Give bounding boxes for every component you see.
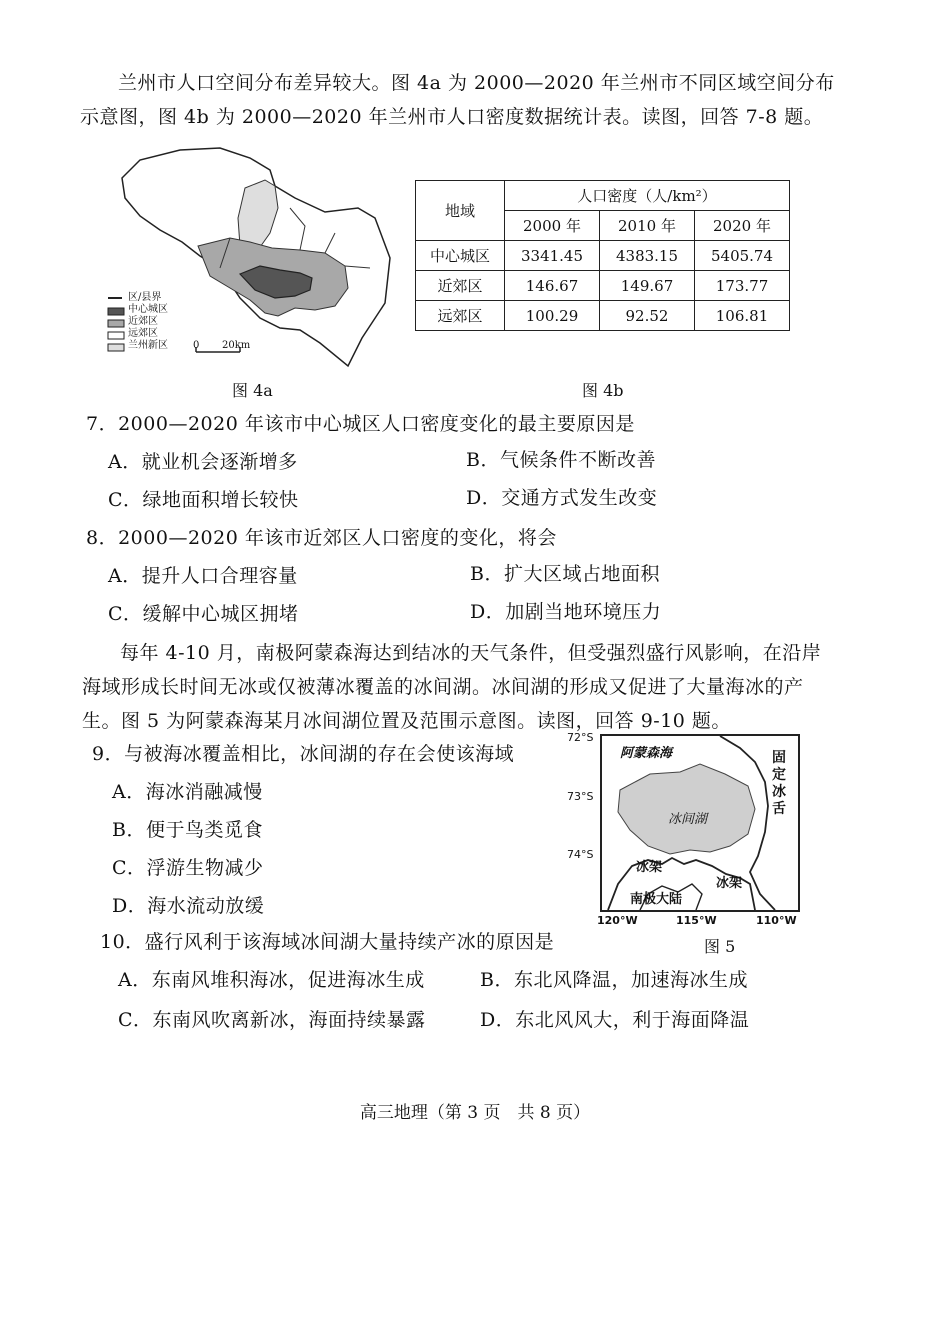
cell-value: 100.29 bbox=[505, 301, 600, 331]
cell-value: 4383.15 bbox=[600, 241, 695, 271]
q10-stem: 10．盛行风利于该海域冰间湖大量持续产冰的原因是 bbox=[100, 931, 555, 953]
lat-73: 73°S bbox=[567, 790, 594, 803]
table-row bbox=[416, 241, 790, 271]
lat-72: 72°S bbox=[567, 731, 594, 744]
q7-stem: 7．2000—2020 年该市中心城区人口密度变化的最主要原因是 bbox=[86, 413, 635, 435]
q9-option-b[interactable]: B．便于鸟类觅食 bbox=[112, 819, 263, 841]
fig4a-legend bbox=[128, 292, 168, 352]
lon-120: 120°W bbox=[597, 914, 638, 927]
legend-far-swatch bbox=[108, 332, 124, 339]
legend-new-swatch bbox=[108, 344, 124, 351]
cell-value: 5405.74 bbox=[695, 241, 790, 271]
cell-value: 173.77 bbox=[695, 271, 790, 301]
legend-item-boundary: 区/县界 bbox=[128, 292, 162, 303]
q7-option-a[interactable]: A．就业机会逐渐增多 bbox=[108, 451, 298, 473]
table-row bbox=[416, 271, 790, 301]
fig4a-caption: 图 4a bbox=[232, 381, 273, 400]
cell-value: 106.81 bbox=[695, 301, 790, 331]
scale-zero: 0 bbox=[193, 340, 200, 351]
cell-value: 3341.45 bbox=[505, 241, 600, 271]
q9-option-a[interactable]: A．海冰消融减慢 bbox=[112, 781, 263, 803]
legend-item-center: 中心城区 bbox=[128, 304, 168, 315]
q7-option-b[interactable]: B．气候条件不断改善 bbox=[466, 449, 656, 471]
legend-center-swatch bbox=[108, 308, 124, 315]
intro2-line3: 生。图 5 为阿蒙森海某月冰间湖位置及范围示意图。读图，回答 9-10 题。 bbox=[82, 710, 731, 732]
lat-74: 74°S bbox=[567, 848, 594, 861]
cell-value: 149.67 bbox=[600, 271, 695, 301]
q10-option-b[interactable]: B．东北风降温，加速海冰生成 bbox=[480, 969, 748, 991]
table-year-2000: 2000 年 bbox=[505, 211, 600, 241]
figure-4b-table bbox=[415, 180, 790, 331]
page-footer: 高三地理（第 3 页 共 8 页） bbox=[359, 1103, 591, 1123]
legend-item-new: 兰州新区 bbox=[128, 340, 168, 351]
table-year-2020: 2020 年 bbox=[695, 211, 790, 241]
row-label: 近郊区 bbox=[416, 271, 505, 301]
lon-115: 115°W bbox=[676, 914, 717, 927]
lon-110: 110°W bbox=[756, 914, 797, 927]
intro1-line2: 示意图，图 4b 为 2000—2020 年兰州市人口密度数据统计表。读图，回答 7-8 题。 bbox=[80, 106, 824, 128]
q10-option-d[interactable]: D．东北风风大，利于海面降温 bbox=[480, 1009, 750, 1031]
cell-value: 92.52 bbox=[600, 301, 695, 331]
q8-stem: 8．2000—2020 年该市近郊区人口密度的变化，将会 bbox=[86, 527, 557, 549]
q7-option-d[interactable]: D．交通方式发生改变 bbox=[466, 487, 658, 509]
table-row bbox=[416, 301, 790, 331]
legend-item-near: 近郊区 bbox=[128, 316, 158, 327]
fast-ice-label: 固 定 冰 舌 bbox=[772, 750, 786, 817]
q10-option-a[interactable]: A．东南风堆积海冰，促进海冰生成 bbox=[118, 969, 425, 991]
q8-option-d[interactable]: D．加剧当地环境压力 bbox=[470, 601, 662, 623]
polynya-label: 冰间湖 bbox=[668, 812, 708, 827]
q10-option-c[interactable]: C．东南风吹离新冰，海面持续暴露 bbox=[118, 1009, 426, 1031]
row-label: 中心城区 bbox=[416, 241, 505, 271]
intro2-line2: 海域形成长时间无冰或仅被薄冰覆盖的冰间湖。冰间湖的形成又促进了大量海冰的产 bbox=[82, 676, 804, 698]
table-header-region: 地域 bbox=[416, 181, 505, 241]
legend-near-swatch bbox=[108, 320, 124, 327]
ice-shelf-label-2: 冰架 bbox=[716, 876, 743, 891]
q8-option-b[interactable]: B．扩大区域占地面积 bbox=[470, 563, 660, 585]
row-label: 远郊区 bbox=[416, 301, 505, 331]
fig4b-caption: 图 4b bbox=[582, 381, 624, 400]
cell-value: 146.67 bbox=[505, 271, 600, 301]
table-header-density: 人口密度（人/km²） bbox=[505, 181, 790, 211]
scale-label: 20km bbox=[222, 340, 251, 351]
table-year-2010: 2010 年 bbox=[600, 211, 695, 241]
ice-shelf-label-1: 冰架 bbox=[636, 860, 663, 875]
sea-label: 阿蒙森海 bbox=[620, 746, 673, 761]
q9-option-d[interactable]: D．海水流动放缓 bbox=[112, 895, 265, 917]
q9-stem: 9．与被海冰覆盖相比，冰间湖的存在会使该海域 bbox=[92, 743, 515, 765]
continent-label: 南极大陆 bbox=[630, 892, 683, 907]
q7-option-c[interactable]: C．绿地面积增长较快 bbox=[108, 489, 299, 511]
fig5-caption: 图 5 bbox=[704, 937, 736, 956]
intro2-line1: 每年 4-10 月，南极阿蒙森海达到结冰的天气条件，但受强烈盛行风影响，在沿岸 bbox=[120, 642, 822, 664]
legend-item-far: 远郊区 bbox=[128, 328, 158, 339]
q8-option-c[interactable]: C．缓解中心城区拥堵 bbox=[108, 603, 299, 625]
q8-option-a[interactable]: A．提升人口合理容量 bbox=[108, 565, 298, 587]
intro1-line1: 兰州市人口空间分布差异较大。图 4a 为 2000—2020 年兰州市不同区域空间分布 bbox=[118, 72, 835, 94]
q9-option-c[interactable]: C．浮游生物减少 bbox=[112, 857, 264, 879]
